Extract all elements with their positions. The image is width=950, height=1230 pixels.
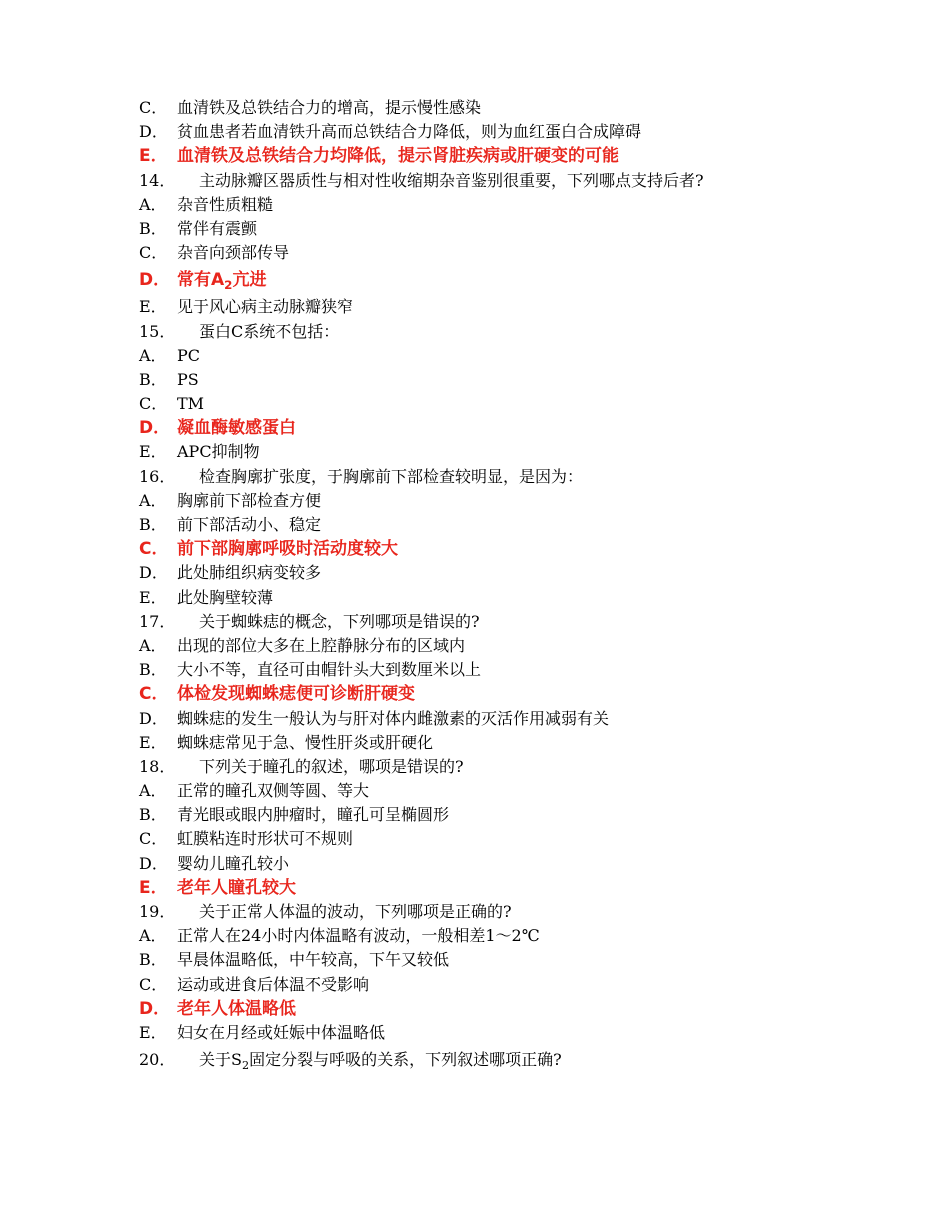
answer-option-line	[139, 144, 899, 168]
answer-option-line	[139, 682, 899, 706]
text-after-subscript: 固定分裂与呼吸的关系，下列叙述哪项正确?	[249, 1050, 562, 1070]
answer-option-line	[139, 416, 899, 440]
question-text: 关于蜘蛛痣的概念，下列哪项是错误的?	[199, 611, 480, 631]
option-text: 婴幼儿瞳孔较小	[177, 853, 290, 873]
option-text: TM	[177, 394, 205, 414]
option-text: 前下部活动小、稳定	[177, 515, 322, 534]
option-line	[139, 803, 899, 827]
option-text: 前下部胸廓呼吸时活动度较大	[177, 539, 398, 560]
question-number: 17．	[139, 611, 176, 631]
option-marker: C．	[139, 243, 168, 263]
option-text: 此处胸壁较薄	[177, 587, 274, 607]
option-line	[139, 295, 899, 319]
option-marker: D．	[139, 270, 171, 291]
option-marker: B．	[139, 950, 167, 970]
option-line	[139, 731, 899, 755]
question-text	[199, 1045, 562, 1075]
option-marker: E．	[139, 297, 167, 317]
option-line	[139, 973, 899, 997]
option-line	[139, 241, 899, 265]
subscript: 2	[241, 1059, 250, 1073]
option-text: 凝血酶敏感蛋白	[177, 418, 296, 439]
option-line	[139, 634, 899, 658]
option-text: 贫血患者若血清铁升高而总铁结合力降低，则为血红蛋白合成障碍	[177, 122, 642, 142]
option-text: 青光眼或眼内肿瘤时，瞳孔可呈椭圆形	[177, 805, 450, 825]
question-number: 18．	[139, 756, 176, 776]
option-marker: A．	[139, 781, 167, 801]
option-marker: C．	[139, 974, 168, 994]
option-marker: C．	[139, 394, 168, 414]
option-line	[139, 1021, 899, 1045]
question-text: 下列关于瞳孔的叙述，哪项是错误的?	[199, 756, 464, 776]
option-marker: C．	[139, 684, 169, 705]
option-marker: A．	[139, 635, 167, 655]
option-text: 此处肺组织病变较多	[177, 563, 322, 583]
option-text: APC抑制物	[177, 442, 260, 462]
option-line	[139, 217, 899, 241]
option-marker: E．	[139, 1022, 167, 1042]
option-marker: E．	[139, 587, 167, 607]
option-marker: D．	[139, 998, 171, 1019]
option-marker: B．	[139, 218, 167, 238]
option-line	[139, 561, 899, 585]
option-text: 运动或进食后体温不受影响	[177, 974, 370, 994]
question-text: 蛋白C系统不包括：	[199, 321, 340, 341]
question-number: 20．	[139, 1050, 176, 1070]
option-text: 虹膜粘连时形状可不规则	[177, 829, 354, 849]
option-text: PS	[177, 369, 199, 389]
question-text: 检查胸廓扩张度，于胸廓前下部检查较明显，是因为：	[199, 466, 584, 486]
question-line	[139, 755, 899, 779]
option-text: 血清铁及总铁结合力的增高，提示慢性感染	[177, 98, 482, 117]
option-marker: D．	[139, 563, 168, 583]
question-text: 主动脉瓣区器质性与相对性收缩期杂音鉴别很重要，下列哪点支持后者?	[199, 170, 704, 190]
option-line	[139, 344, 899, 368]
option-text: 大小不等，直径可由帽针头大到数厘米以上	[177, 660, 482, 680]
option-text: 正常人在24小时内体温略有波动，一般相差1～2℃	[177, 926, 540, 946]
option-line	[139, 707, 899, 731]
option-line	[139, 96, 899, 120]
text-before-subscript: 常有A	[177, 270, 225, 291]
option-line	[139, 924, 899, 948]
option-text: 出现的部位大多在上腔静脉分布的区域内	[177, 635, 466, 655]
option-line	[139, 948, 899, 972]
answer-option-line	[139, 876, 899, 900]
text-after-subscript: 亢进	[232, 270, 267, 291]
option-line	[139, 779, 899, 803]
question-line	[139, 610, 899, 634]
option-marker: B．	[139, 369, 167, 389]
option-line	[139, 827, 899, 851]
option-text: 杂音性质粗糙	[177, 194, 274, 214]
option-line	[139, 658, 899, 682]
option-text: 妇女在月经或妊娠中体温略低	[177, 1022, 386, 1042]
answer-option-line	[139, 537, 899, 561]
option-marker: E．	[139, 442, 167, 462]
option-text: 老年人体温略低	[177, 998, 296, 1019]
option-text: 见于风心病主动脉瓣狭窄	[177, 297, 354, 317]
question-list	[139, 96, 899, 1075]
option-line	[139, 193, 899, 217]
question-number: 16．	[139, 466, 176, 486]
question-number: 14．	[139, 170, 176, 190]
question-line	[139, 169, 899, 193]
option-marker: B．	[139, 515, 167, 534]
option-line	[139, 489, 899, 513]
subscript: 2	[224, 278, 233, 293]
option-text: 常伴有震颤	[177, 218, 258, 238]
option-marker: D．	[139, 708, 168, 728]
option-marker: A．	[139, 490, 167, 510]
option-line	[139, 368, 899, 392]
option-marker: E．	[139, 732, 167, 752]
option-line	[139, 392, 899, 416]
option-marker: D．	[139, 122, 168, 142]
option-text: 蜘蛛痣的发生一般认为与肝对体内雌激素的灭活作用减弱有关	[177, 708, 610, 728]
answer-option-line	[139, 997, 899, 1021]
option-text	[177, 265, 266, 295]
option-line	[139, 440, 899, 464]
option-text: 体检发现蜘蛛痣便可诊断肝硬变	[177, 684, 415, 705]
option-text: 杂音向颈部传导	[177, 243, 290, 263]
option-marker: A．	[139, 194, 167, 214]
option-marker: A．	[139, 926, 167, 946]
question-line	[139, 900, 899, 924]
question-number: 19．	[139, 902, 176, 921]
option-marker: C．	[139, 829, 168, 849]
option-marker: B．	[139, 660, 167, 680]
option-marker: E．	[139, 146, 168, 167]
option-line	[139, 513, 899, 537]
option-line	[139, 120, 899, 144]
option-text: 血清铁及总铁结合力均降低，提示肾脏疾病或肝硬变的可能	[177, 146, 619, 167]
option-text: 老年人瞳孔较大	[177, 877, 296, 898]
question-line	[139, 465, 899, 489]
text-before-subscript: 关于S	[199, 1050, 242, 1070]
option-marker: E．	[139, 877, 168, 898]
option-text: 早晨体温略低，中午较高，下午又较低	[177, 950, 450, 970]
option-line	[139, 586, 899, 610]
option-text: 正常的瞳孔双侧等圆、等大	[177, 781, 370, 801]
option-text: 胸廓前下部检查方便	[177, 490, 322, 510]
option-marker: B．	[139, 805, 167, 825]
question-number: 15．	[139, 321, 176, 341]
question-line	[139, 320, 899, 344]
question-text: 关于正常人体温的波动，下列哪项是正确的?	[199, 902, 512, 921]
option-marker: A．	[139, 345, 167, 365]
answer-option-line	[139, 265, 899, 295]
option-marker: C．	[139, 539, 169, 560]
option-marker: D．	[139, 853, 168, 873]
question-line	[139, 1045, 899, 1075]
option-marker: D．	[139, 418, 171, 439]
option-text: 蜘蛛痣常见于急、慢性肝炎或肝硬化	[177, 732, 434, 752]
option-marker: C．	[139, 98, 168, 117]
option-line	[139, 852, 899, 876]
option-text: PC	[177, 345, 201, 365]
